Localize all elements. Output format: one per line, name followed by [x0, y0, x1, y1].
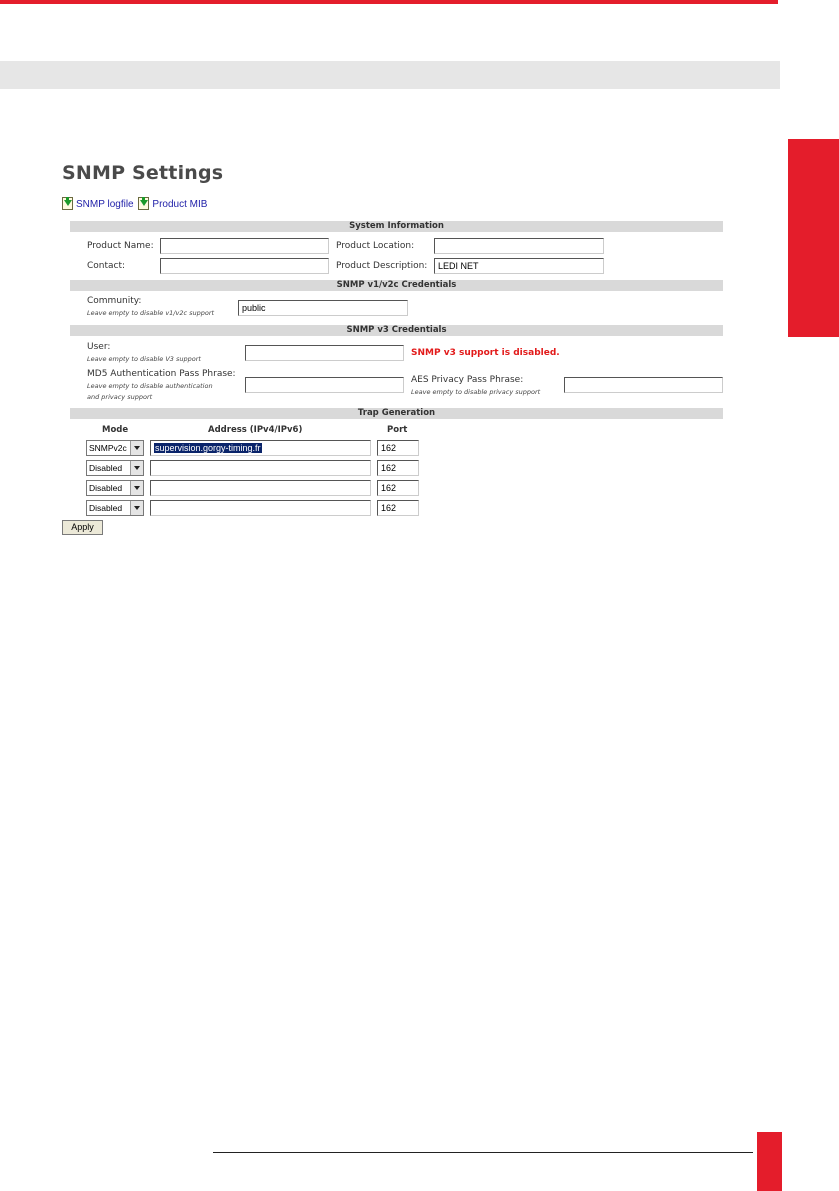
- port-column-header: Port: [387, 425, 408, 435]
- chevron-down-icon[interactable]: [130, 461, 143, 475]
- download-file-icon: [62, 197, 73, 210]
- product-name-input[interactable]: [160, 238, 329, 254]
- footer-rule: [213, 1152, 753, 1153]
- md5-pass-input[interactable]: [245, 377, 404, 393]
- mode-select-value: Disabled: [89, 503, 123, 513]
- contact-input[interactable]: [160, 258, 329, 274]
- chevron-down-icon[interactable]: [130, 501, 143, 515]
- mode-select-value: Disabled: [89, 463, 123, 473]
- community-label: Community:: [87, 296, 142, 306]
- apply-button[interactable]: Apply: [62, 520, 103, 535]
- snmp-v1v2c-header: SNMP v1/v2c Credentials: [70, 280, 723, 291]
- mode-column-header: Mode: [102, 425, 129, 435]
- product-mib-label: Product MIB: [152, 199, 208, 210]
- mode-select[interactable]: [86, 500, 144, 516]
- top-accent-rule: [0, 0, 778, 4]
- page-number-tab: [757, 1132, 782, 1191]
- md5-label: MD5 Authentication Pass Phrase:: [87, 369, 236, 379]
- chevron-down-icon[interactable]: [130, 481, 143, 495]
- aes-hint: Leave empty to disable privacy support: [411, 388, 541, 396]
- download-file-icon: [138, 197, 149, 210]
- port-input[interactable]: 162: [377, 480, 419, 496]
- mode-select-value: SNMPv2c: [89, 443, 127, 453]
- address-input[interactable]: [150, 480, 371, 496]
- user-input[interactable]: [245, 345, 404, 361]
- md5-hint-line1: Leave empty to disable authentication: [87, 382, 213, 390]
- product-mib-link[interactable]: [138, 199, 207, 210]
- aes-pass-input[interactable]: [564, 377, 723, 393]
- mode-select-value: Disabled: [89, 483, 123, 493]
- address-column-header: Address (IPv4/IPv6): [208, 425, 303, 435]
- product-name-label: Product Name:: [87, 241, 154, 251]
- mode-select[interactable]: [86, 480, 144, 496]
- trap-generation-header: Trap Generation: [70, 408, 723, 419]
- md5-hint-line2: and privacy support: [87, 393, 153, 401]
- aes-label: AES Privacy Pass Phrase:: [411, 375, 524, 385]
- contact-label: Contact:: [87, 261, 126, 271]
- port-input[interactable]: 162: [377, 440, 419, 456]
- product-location-label: Product Location:: [336, 241, 415, 251]
- chevron-down-icon[interactable]: [130, 441, 143, 455]
- snmp-logfile-link[interactable]: [62, 199, 134, 210]
- header-band: [0, 61, 780, 89]
- port-input[interactable]: 162: [377, 500, 419, 516]
- product-location-input[interactable]: [434, 238, 604, 254]
- product-description-label: Product Description:: [336, 261, 428, 271]
- community-hint: Leave empty to disable v1/v2c support: [87, 309, 215, 317]
- address-selected-text: supervision.gorgy-timing.fr: [155, 443, 261, 453]
- user-hint: Leave empty to disable V3 support: [87, 355, 201, 363]
- product-description-input[interactable]: LEDI NET: [434, 258, 604, 274]
- chapter-side-tab: [788, 139, 839, 337]
- mode-select[interactable]: [86, 440, 144, 456]
- snmp-logfile-label: SNMP logfile: [76, 199, 134, 210]
- page-title: SNMP Settings: [62, 162, 224, 184]
- mode-select[interactable]: [86, 460, 144, 476]
- v3-status-message: SNMP v3 support is disabled.: [411, 348, 560, 358]
- community-input[interactable]: public: [238, 300, 408, 316]
- port-input[interactable]: 162: [377, 460, 419, 476]
- user-label: User:: [87, 342, 111, 352]
- address-input[interactable]: [150, 460, 371, 476]
- address-input[interactable]: [150, 440, 371, 456]
- download-links: [62, 199, 207, 210]
- system-information-header: System Information: [70, 221, 723, 232]
- address-input[interactable]: [150, 500, 371, 516]
- snmp-v3-header: SNMP v3 Credentials: [70, 325, 723, 336]
